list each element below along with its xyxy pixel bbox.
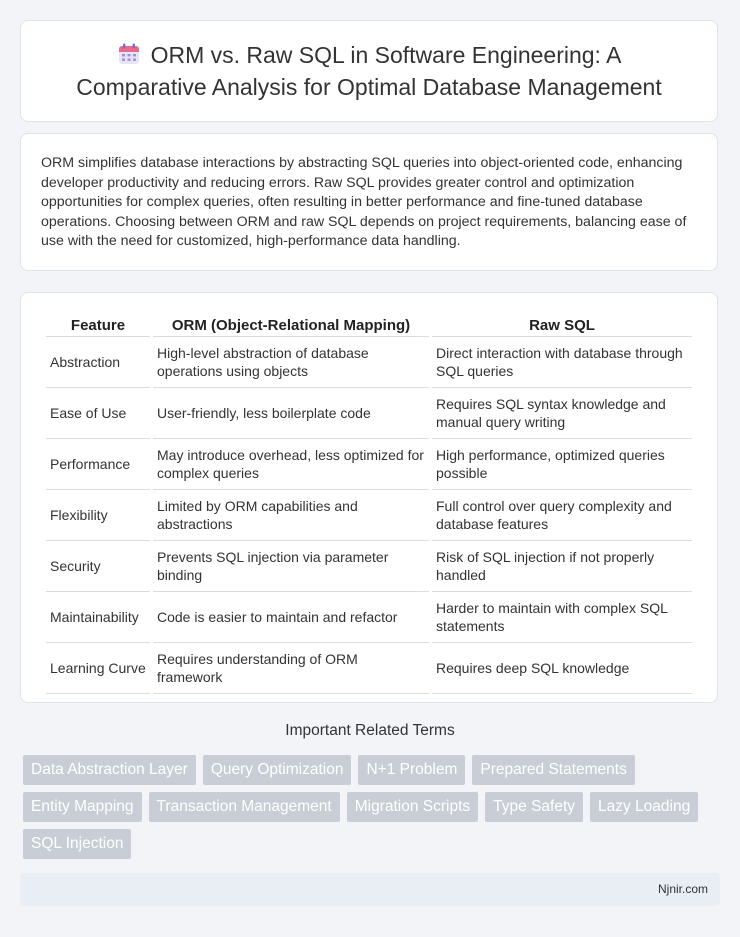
table-header-row <box>46 309 692 337</box>
tag-sql-injection[interactable]: SQL Injection <box>23 829 131 859</box>
tag-transaction-management[interactable]: Transaction Management <box>149 792 340 822</box>
page-title-text: ORM vs. Raw SQL in Software Engineering: A Comparative Analysis for Optimal Database Management <box>76 41 662 100</box>
table-row <box>46 388 692 439</box>
header-orm: ORM (Object-Relational Mapping) <box>153 309 429 337</box>
raw-sql-cell: Risk of SQL injection if not properly handled <box>432 541 692 592</box>
tag-data-abstraction-layer[interactable]: Data Abstraction Layer <box>23 755 196 785</box>
table-row <box>46 592 692 643</box>
tag-lazy-loading[interactable]: Lazy Loading <box>590 792 698 822</box>
orm-cell: Code is easier to maintain and refactor <box>153 592 429 643</box>
calendar-icon <box>117 42 141 73</box>
feature-cell: Performance <box>46 439 150 490</box>
table-row <box>46 643 692 694</box>
raw-sql-cell: Direct interaction with database through SQL queries <box>432 337 692 388</box>
orm-cell: Prevents SQL injection via parameter binding <box>153 541 429 592</box>
page-title <box>21 41 717 102</box>
orm-cell: Limited by ORM capabilities and abstractions <box>153 490 429 541</box>
feature-cell: Flexibility <box>46 490 150 541</box>
table-row <box>46 337 692 388</box>
orm-cell: High-level abstraction of database operations using objects <box>153 337 429 388</box>
tag-type-safety[interactable]: Type Safety <box>485 792 583 822</box>
tag-entity-mapping[interactable]: Entity Mapping <box>23 792 142 822</box>
raw-sql-cell: Full control over query complexity and database features <box>432 490 692 541</box>
comparison-table <box>43 309 695 694</box>
orm-cell: User-friendly, less boilerplate code <box>153 388 429 439</box>
raw-sql-cell: Requires deep SQL knowledge <box>432 643 692 694</box>
comparison-table-card <box>20 292 718 703</box>
raw-sql-cell: Requires SQL syntax knowledge and manual query writing <box>432 388 692 439</box>
related-terms-tags <box>23 755 723 866</box>
footer <box>20 873 720 906</box>
tag-migration-scripts[interactable]: Migration Scripts <box>347 792 478 822</box>
feature-cell: Ease of Use <box>46 388 150 439</box>
related-terms-title: Important Related Terms <box>285 722 455 739</box>
table-row <box>46 439 692 490</box>
feature-cell: Abstraction <box>46 337 150 388</box>
summary-card <box>20 133 718 271</box>
header-feature: Feature <box>46 309 150 337</box>
raw-sql-cell: High performance, optimized queries possible <box>432 439 692 490</box>
feature-cell: Learning Curve <box>46 643 150 694</box>
orm-cell: May introduce overhead, less optimized for complex queries <box>153 439 429 490</box>
feature-cell: Maintainability <box>46 592 150 643</box>
raw-sql-cell: Harder to maintain with complex SQL statements <box>432 592 692 643</box>
title-card <box>20 20 718 122</box>
orm-cell: Requires understanding of ORM framework <box>153 643 429 694</box>
tag-query-optimization[interactable]: Query Optimization <box>203 755 352 785</box>
table-row <box>46 490 692 541</box>
summary-text: ORM simplifies database interactions by abstracting SQL queries into object-oriented code, enhancing developer productivity and reducing errors. Raw SQL provides greater control and optimization opportunities for complex queries, often resulting in better performance and fine-tuned database operations. Choosing between ORM and raw SQL depends on project requirements, balancing ease of use with the need for customized, high-performance data handling. <box>41 155 687 250</box>
tag-prepared-statements[interactable]: Prepared Statements <box>472 755 634 785</box>
tag-n-plus-1-problem[interactable]: N+1 Problem <box>358 755 465 785</box>
footer-site-link[interactable]: Njnir.com <box>657 882 708 896</box>
header-raw-sql: Raw SQL <box>432 309 692 337</box>
table-row <box>46 541 692 592</box>
feature-cell: Security <box>46 541 150 592</box>
